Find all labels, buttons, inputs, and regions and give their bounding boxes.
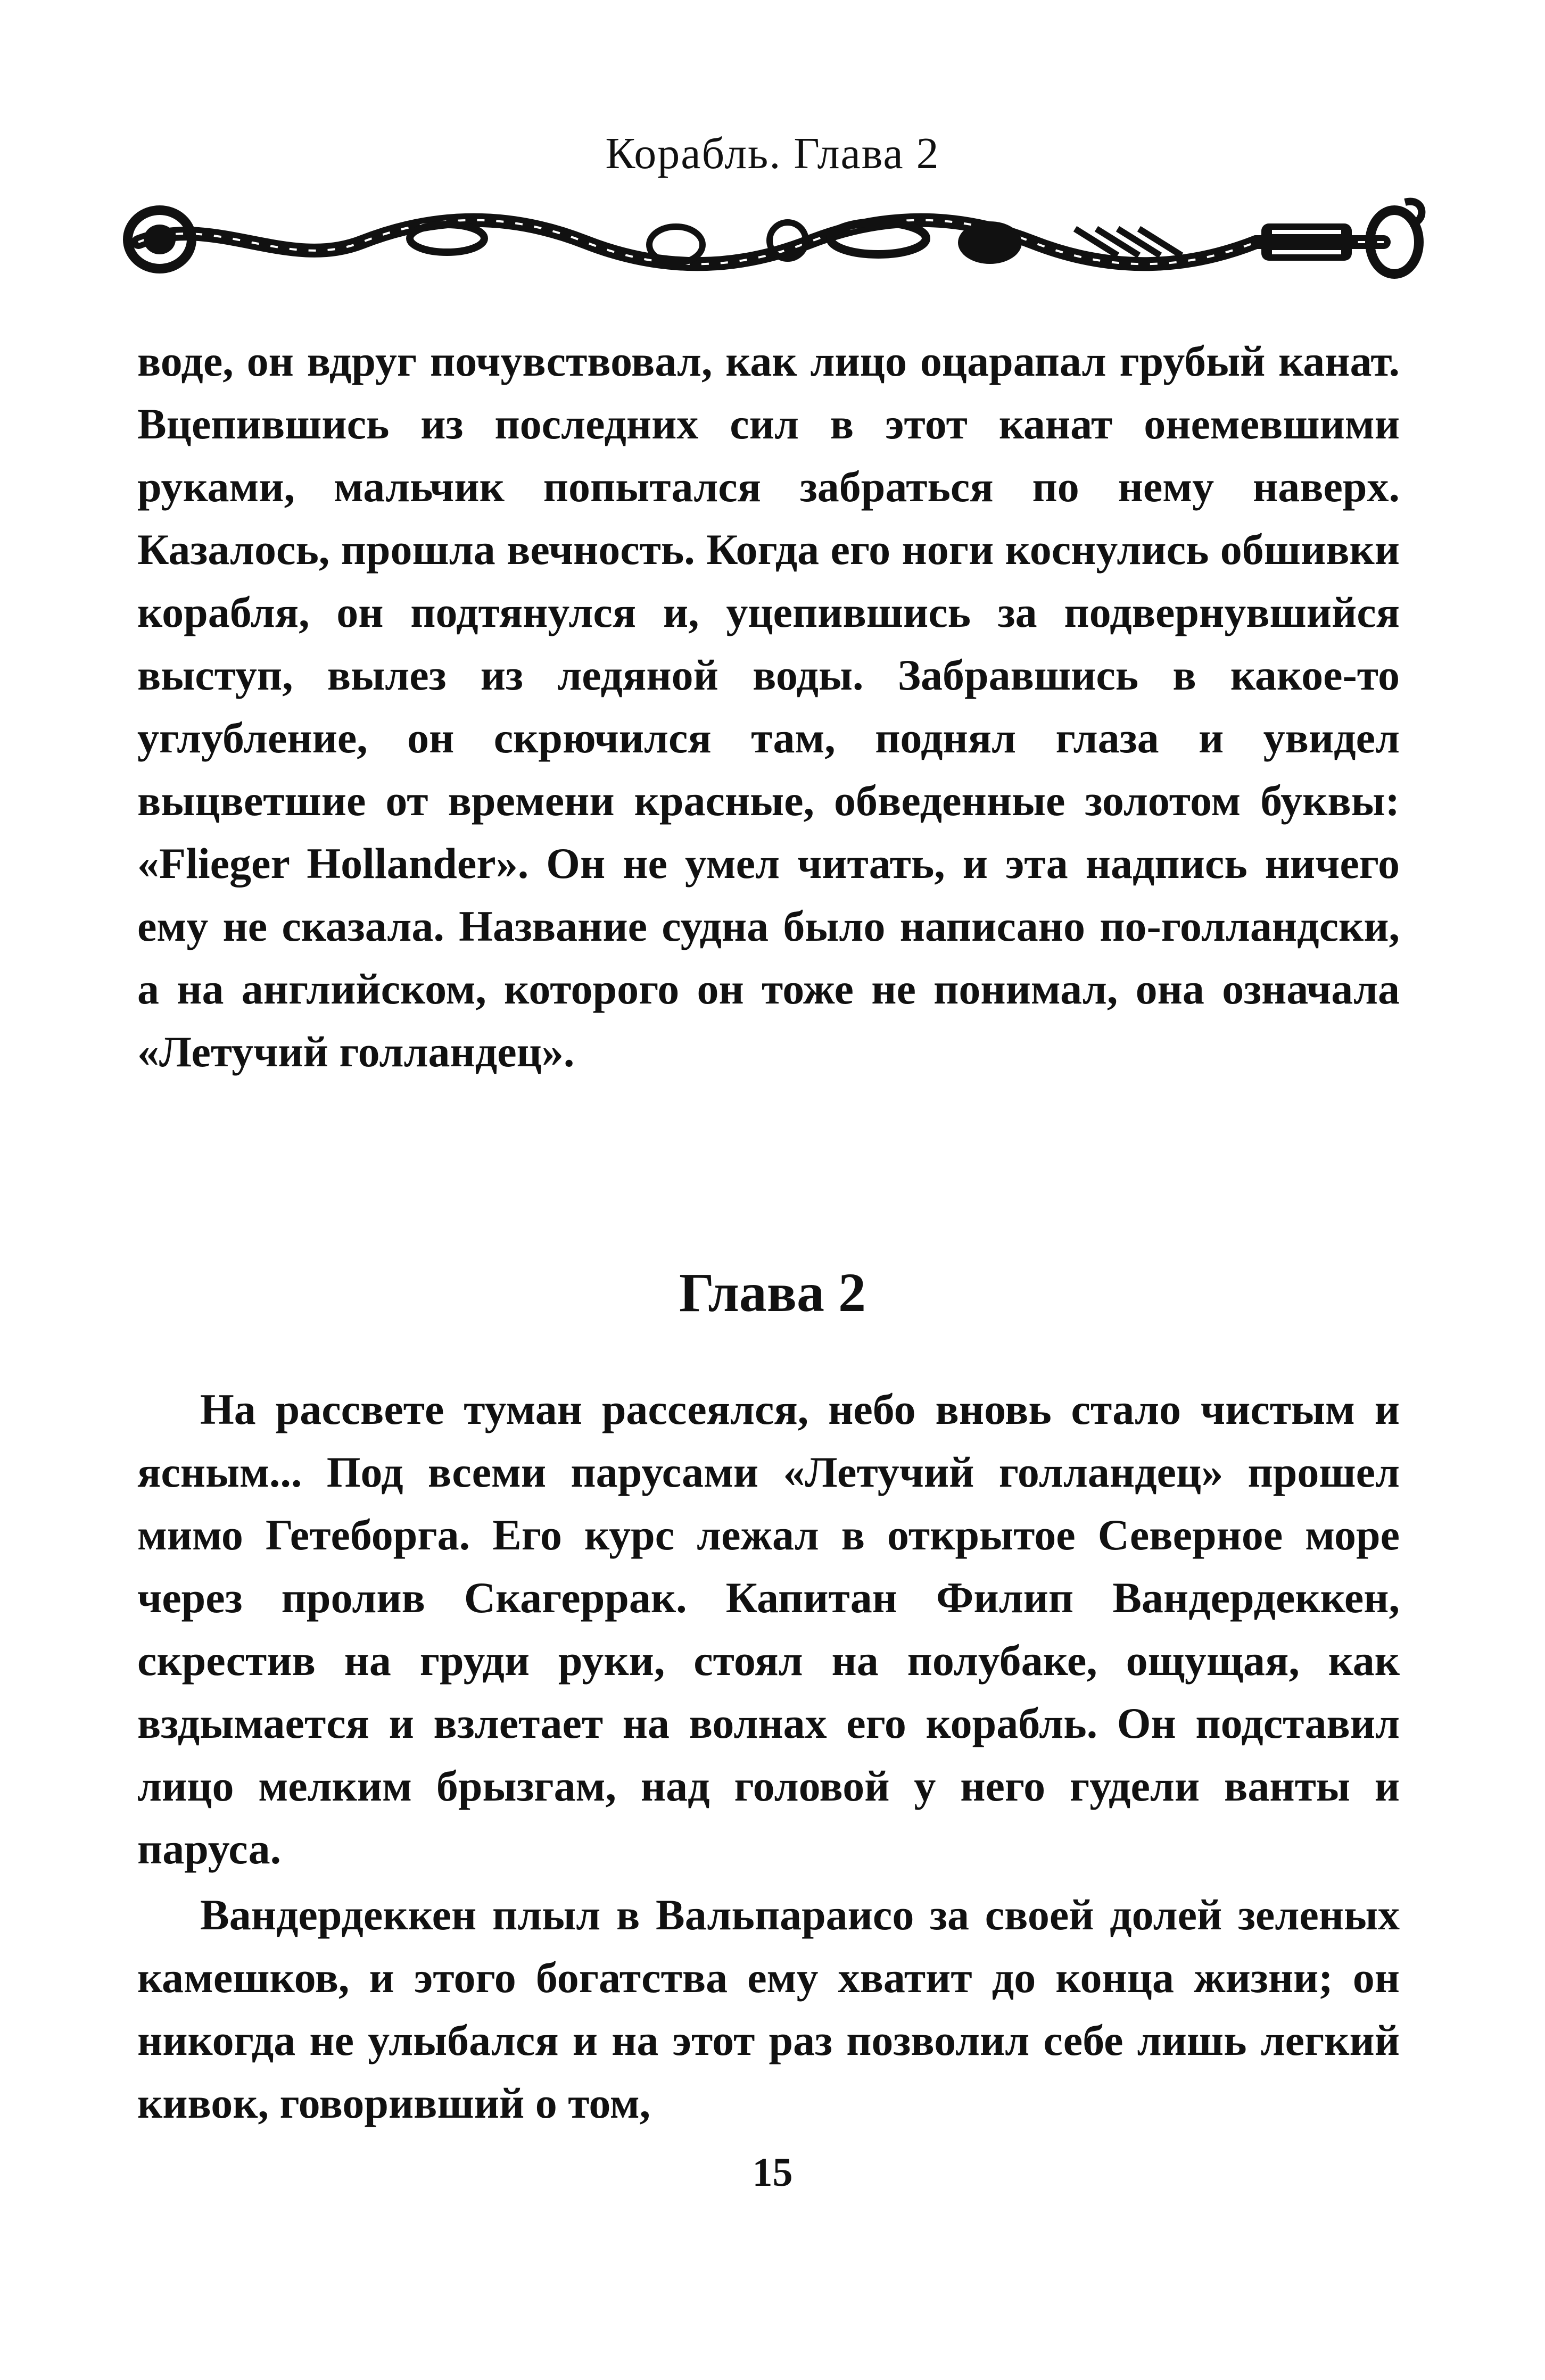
rope-and-knot-ornament-icon bbox=[117, 192, 1426, 282]
chapter-body bbox=[137, 1378, 1400, 2135]
continued-paragraph: воде, он вдруг почувствовал, как лицо оцарапал грубый канат. Вцепившись из последних сил в этот канат онемевшими руками, мальчик попытался забраться по нему наверх. Казалось, прошла вечность. Когда его ноги коснулись обшивки корабля, он подтянулся и, уцепившись за подвернувшийся выступ, вылез из ледяной воды. Забравшись в какое-то углубление, он скрючился там, поднял глаза и увидел выцветшие от времени красные, обведенные золотом буквы: «Flieger Hollander». Он не умел читать, и эта надпись ничего ему не сказала. Название судна было написано по-голландски, а на английском, которого он тоже не понимал, она означала «Летучий голландец». bbox=[137, 337, 1400, 1076]
chapter-paragraph: Вандердеккен плыл в Вальпараисо за своей долей зеленых камешков, и этого богатства ему хватит до конца жизни; он никогда не улыбался и на этот раз позволил себе лишь легкий кивок, говоривший о том, bbox=[137, 1890, 1400, 2127]
chapter-title: Глава 2 bbox=[679, 1262, 866, 1323]
running-header: Корабль. Глава 2 bbox=[605, 129, 940, 178]
page-number: 15 bbox=[752, 2150, 793, 2195]
chapter-paragraph: На рассвете туман рассеялся, небо вновь стало чистым и ясным... Под всеми парусами «Летучий голландец» прошел мимо Гетеборга. Его курс лежал в открытое Северное море через пролив Скагеррак. Капитан Филип Вандердеккен, скрестив на груди руки, стоял на полубаке, ощущая, как вздымается и взлетает на волнах его корабль. Он подставил лицо мелким брызгам, над головой у него гудели ванты и паруса. bbox=[137, 1385, 1400, 1873]
continued-paragraph-block bbox=[137, 330, 1400, 1083]
